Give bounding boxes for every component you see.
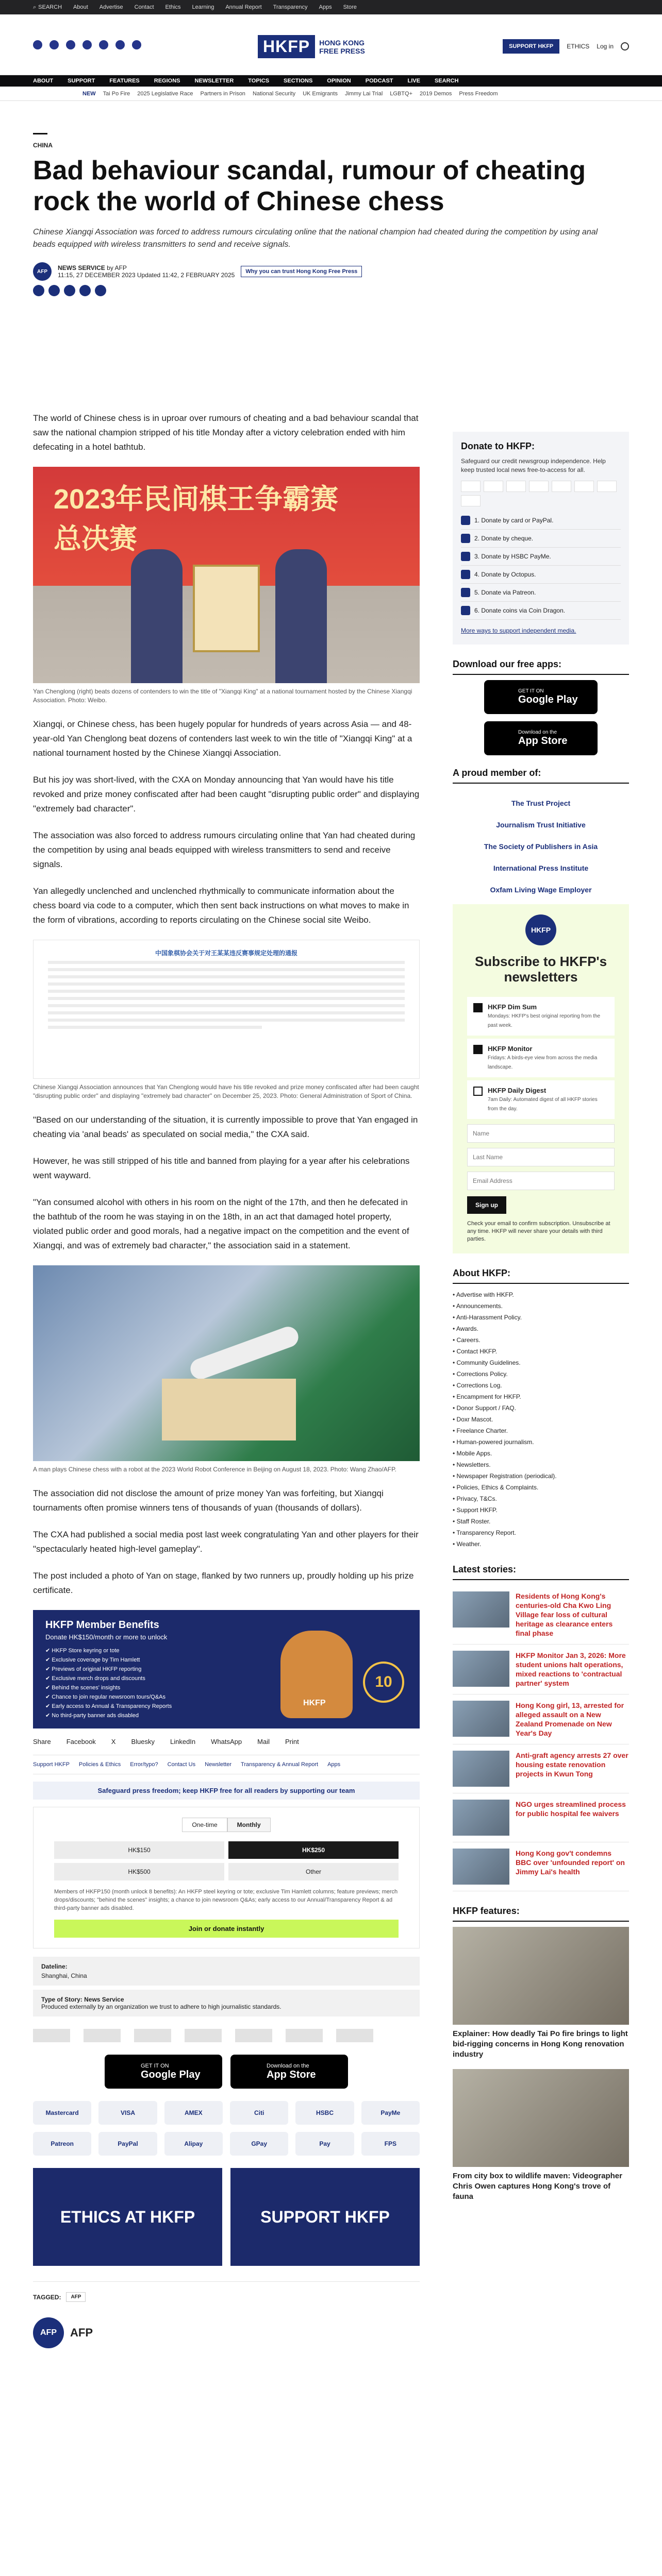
paragraph: "Based on our understanding of the situation, it is currently impossible to prove that Yan engaged in cheating via 'anal beads' as speculated on social media," the CXA said. — [33, 1115, 418, 1139]
author-box — [33, 2317, 420, 2348]
statement-document — [33, 940, 420, 1079]
paypal-icon[interactable]: PayPal — [98, 2132, 157, 2156]
paragraph: "Yan consumed alcohol with others in his room on the night of the 17th, and then he defecated in the bathtub of the room he was staying in on the 18th, in an act that damaged hotel property, violated public order and good morals, had a negative impact on the competition and the event of Xiangqi, and was of extremely bad character," the association said in a statement. — [33, 1197, 409, 1250]
deer-mascot: HKFP — [280, 1631, 353, 1718]
frequency-toggle — [54, 1818, 399, 1832]
site-header — [0, 14, 662, 75]
article-subtitle: Chinese Xiangqi Association was forced to address rumours circulating online that the national champion had cheated during the competition by using anal beads equipped with wireless transmitters to send and receive signals. — [33, 228, 598, 249]
text-line — [48, 1019, 405, 1022]
app-store-buttons — [33, 2055, 420, 2089]
member-benefits-banner[interactable] — [33, 1610, 420, 1728]
paragraph: The post included a photo of Yan on stage, flanked by two runners up, proudly holding up his prize certificate. — [33, 1571, 414, 1595]
about-list — [453, 1289, 629, 1550]
about-item[interactable]: • Transparency Report. — [453, 1529, 516, 1536]
newsletter-option[interactable]: HKFP Monitor Fridays: A birds-eye view from across the media landscape. — [467, 1039, 615, 1077]
share-icons — [33, 285, 629, 296]
benefit-item: ✔ HKFP Store keyring or tote — [45, 1648, 120, 1654]
section-label[interactable]: CHINA — [33, 142, 53, 149]
more-ways-link[interactable]: More ways to support independent media. — [461, 627, 576, 634]
sidebar-app-store[interactable]: Download on the App Store — [484, 721, 598, 755]
about-item[interactable]: • Contact HKFP. — [453, 1348, 498, 1355]
article-photo-winner — [33, 467, 420, 683]
topbar-store[interactable]: Store — [343, 4, 357, 10]
support-links — [33, 1755, 420, 1774]
story-thumbnail — [453, 1591, 509, 1628]
trending-lgbtq[interactable]: LGBTQ+ — [390, 90, 413, 97]
amount-option[interactable]: HK$150 — [54, 1841, 224, 1859]
donate-title: Donate to HKFP: — [461, 441, 535, 451]
topbar-apps[interactable]: Apps — [319, 4, 332, 10]
donate-widget — [33, 1807, 420, 1948]
support-hkfp-button[interactable]: SUPPORT HKFP — [503, 39, 559, 54]
checkbox[interactable] — [473, 1087, 483, 1096]
share-print[interactable]: Print — [285, 1738, 299, 1745]
share-linkedin[interactable]: LinkedIn — [170, 1738, 196, 1745]
story-type: Type of Story: News Service Produced externally by an organization we trust to adhere to high journalistic standards. — [33, 1990, 420, 2016]
latest-story[interactable]: Hong Kong gov't condemns BBC over 'unfounded report' on Jimmy Lai's health — [453, 1842, 629, 1891]
trust-project-logo[interactable]: The Trust Project — [511, 799, 571, 807]
feature-image — [453, 1927, 629, 2025]
tab-one-time[interactable]: One-time — [182, 1818, 227, 1832]
paragraph: However, he was still stripped of his title and banned from playing for a year after his celebrations went wayward. — [33, 1156, 410, 1180]
share-linkedin-icon[interactable] — [79, 285, 91, 296]
gpay-icon[interactable]: GPay — [230, 2132, 288, 2156]
visa-icon[interactable]: VISA — [98, 2101, 157, 2125]
mastercard-icon[interactable]: Mastercard — [33, 2101, 91, 2125]
support-banner[interactable]: SUPPORT HKFP — [230, 2168, 420, 2266]
benefit-item: ✔ Behind the scenes' insights — [45, 1685, 121, 1691]
name-field[interactable]: Name — [467, 1124, 615, 1143]
payment-icon — [461, 495, 481, 506]
topbar-ethics[interactable]: Ethics — [165, 4, 181, 10]
byline: AFP NEWS SERVICE by AFP 11:15, 27 DECEMBER 2023 Updated 11:42, 2 FEBRUARY 2025 Why you can trust Hong Kong Free Press — [33, 262, 629, 281]
nav-about[interactable]: ABOUT — [33, 78, 54, 84]
signup-button[interactable]: Sign up — [467, 1196, 506, 1214]
about-item[interactable]: • Newsletters. — [453, 1461, 491, 1468]
payment-icon — [484, 481, 503, 492]
document-title: 中国象棋协会关于对王某某违反赛事规定处理的通报 — [155, 950, 297, 957]
text-line — [48, 975, 405, 978]
amount-option[interactable]: HK$500 — [54, 1863, 224, 1880]
login-link[interactable]: Log in — [597, 43, 614, 50]
article-photo-robot — [33, 1265, 420, 1461]
main-nav — [0, 75, 662, 87]
newsletter-title: Subscribe to HKFP's newsletters — [474, 954, 607, 985]
oxfam-logo[interactable]: Oxfam Living Wage Employer — [490, 886, 592, 894]
fps-icon[interactable]: FPS — [361, 2132, 420, 2156]
promo-title: HKFP Member Benefits — [45, 1619, 159, 1631]
dateline: Dateline: Shanghai, China — [33, 1957, 420, 1986]
tags-row — [33, 2281, 420, 2302]
share-whatsapp-icon[interactable] — [64, 285, 75, 296]
benefit-item: ✔ Previews of original HKFP reporting — [45, 1666, 142, 1672]
article — [33, 133, 629, 2339]
share-facebook[interactable]: Facebook — [66, 1738, 96, 1745]
story-thumbnail — [453, 1651, 509, 1687]
topbar-learning[interactable]: Learning — [192, 4, 214, 10]
about-item[interactable]: • Community Guidelines. — [453, 1359, 521, 1366]
share-x-icon[interactable] — [48, 285, 60, 296]
text-line — [48, 990, 405, 993]
paragraph: Yan allegedly unclenched and unclenched rhythmically to communicate information about the chess board via code to a computer, which then sent back instructions on what moves to make in the form of vibrations, according to reports circulating on the Chinese social site Weibo. — [33, 886, 409, 925]
donate-option[interactable]: 3. Donate by HSBC PayMe. — [461, 548, 621, 566]
payment-icon — [529, 481, 549, 492]
payment-methods — [33, 2101, 420, 2156]
paragraph: Xiangqi, or Chinese chess, has been hugely popular for hundreds of years across Asia — and 48-year-old Yan Chenglong beat dozens of contenders last week to win the title of "Xiangqi King" at a national tournament hosted by the Chinese Xiangqi Association. — [33, 719, 412, 758]
about-item[interactable]: • Anti-Harassment Policy. — [453, 1314, 522, 1321]
payment-icon — [506, 481, 526, 492]
share-bluesky[interactable]: Bluesky — [131, 1738, 155, 1745]
threads-icon[interactable] — [115, 40, 125, 49]
latest-story[interactable]: NGO urges streamlined process for public hospital fee waivers — [453, 1793, 629, 1842]
about-item[interactable]: • Careers. — [453, 1336, 481, 1344]
partner-logo — [286, 2029, 323, 2042]
chess-board — [162, 1379, 296, 1440]
nav-podcast[interactable]: PODCAST — [365, 78, 393, 84]
citi-icon[interactable]: Citi — [230, 2101, 288, 2125]
nav-support[interactable]: SUPPORT — [68, 78, 95, 84]
trending-national-security[interactable]: National Security — [252, 90, 296, 97]
share-links — [33, 1728, 420, 1755]
promo-subtitle: Donate HK$150/month or more to unlock — [45, 1633, 168, 1641]
afp-logo: AFP — [33, 262, 52, 281]
photo-person — [131, 549, 183, 683]
nav-topics[interactable]: TOPICS — [248, 78, 270, 84]
paragraph: The association did not disclose the amount of prize money Yan was forfeiting, but Xiangqi tournaments often promise winners tens of thousands of yuan (thousands of dollars). — [33, 1488, 384, 1513]
nav-live[interactable]: LIVE — [407, 78, 420, 84]
payment-icon — [574, 481, 594, 492]
checkbox-checked[interactable] — [473, 1045, 483, 1054]
photo-caption: Yan Chenglong (right) beats dozens of contenders to win the title of "Xiangqi King" at a national tournament hosted by the Chinese Xiangqi Association. Photo: Weibo. — [33, 688, 412, 704]
feature-story[interactable]: From city box to wildlife maven: Videographer Chris Owen captures Hong Kong's trove of fauna — [453, 2069, 629, 2202]
amount-option-selected[interactable]: HK$250 — [228, 1841, 399, 1859]
partner-logo — [336, 2029, 373, 2042]
link-error[interactable]: Error/typo? — [130, 1761, 158, 1768]
share-facebook-icon[interactable] — [33, 285, 44, 296]
share-whatsapp[interactable]: WhatsApp — [211, 1738, 242, 1745]
ipi-logo[interactable]: International Press Institute — [493, 864, 589, 872]
utility-bar — [0, 0, 662, 14]
apple-pay-icon[interactable]: Pay — [295, 2132, 354, 2156]
bottom-banners — [33, 2168, 420, 2266]
share-mail[interactable]: Mail — [257, 1738, 270, 1745]
trending-partners-prison[interactable]: Partners in Prison — [200, 90, 245, 97]
youtube-icon[interactable] — [82, 40, 92, 49]
sidebar — [453, 432, 629, 2211]
amount-option-other[interactable]: Other — [228, 1863, 399, 1880]
section-bar — [33, 133, 47, 134]
link-newsletter[interactable]: Newsletter — [205, 1761, 232, 1768]
share-email-icon[interactable] — [95, 285, 106, 296]
hsbc-icon[interactable]: HSBC — [295, 2101, 354, 2125]
text-line — [48, 1026, 262, 1029]
search-icon[interactable] — [621, 42, 629, 50]
about-title: About HKFP: — [453, 1268, 629, 1284]
ethics-banner[interactable]: ETHICS AT HKFP — [33, 2168, 222, 2266]
benefit-item: ✔ Chance to join regular newsroom tours/Q&As — [45, 1694, 166, 1700]
payme-icon — [461, 552, 470, 561]
about-item[interactable]: • Human-powered journalism. — [453, 1438, 534, 1446]
story-thumbnail — [453, 1751, 509, 1787]
text-line — [48, 1011, 405, 1014]
nav-features[interactable]: FEATURES — [109, 78, 140, 84]
link-policies[interactable]: Policies & Ethics — [78, 1761, 121, 1768]
about-item[interactable]: • Policies, Ethics & Complaints. — [453, 1484, 539, 1491]
paragraph: The world of Chinese chess is in uproar over rumours of cheating and a bad behaviour scandal that saw the national champion stripped of his title Monday after a victory celebration ended with him defecating in a hotel bathtub. — [33, 413, 419, 452]
coin-icon — [461, 606, 470, 615]
about-item[interactable]: • Corrections Policy. — [453, 1370, 508, 1378]
about-item[interactable]: • Privacy, T&Cs. — [453, 1495, 497, 1502]
member-logos — [453, 789, 629, 904]
share-label: Share — [33, 1738, 51, 1745]
signup-note: Check your email to confirm subscription. Unsubscribe at any time. HKFP will never share your details with third parties. — [467, 1221, 610, 1242]
benefit-item: ✔ Early access to Annual & Transparency Reports — [45, 1703, 172, 1709]
latest-story[interactable]: HKFP Monitor Jan 3, 2026: More student unions halt operations, mixed reactions to 'contractual partner' system — [453, 1645, 629, 1694]
partner-logo — [84, 2029, 121, 2042]
trending-jimmy-lai[interactable]: Jimmy Lai Trial — [344, 90, 383, 97]
partner-logo — [185, 2029, 222, 2042]
story-thumbnail — [453, 1800, 509, 1836]
feature-image — [453, 2069, 629, 2167]
partner-logos — [33, 2029, 420, 2042]
byline-author[interactable]: by AFP — [107, 264, 127, 272]
trending-legco-race[interactable]: 2025 Legislative Race — [137, 90, 193, 97]
google-play-button[interactable]: GET IT ON Google Play — [105, 2055, 222, 2089]
tag-afp[interactable]: AFP — [66, 2292, 86, 2302]
article-title: Bad behaviour scandal, rumour of cheating rock the world of Chinese chess — [33, 156, 586, 216]
ethics-link[interactable]: ETHICS — [567, 43, 590, 50]
new-label: NEW — [82, 90, 96, 97]
about-item[interactable]: • Encampment for HKFP. — [453, 1393, 521, 1400]
logo-text: HONG KONG FREE PRESS — [319, 38, 365, 55]
about-item[interactable]: • Staff Roster. — [453, 1518, 491, 1525]
donate-option[interactable]: 2. Donate by cheque. — [461, 530, 621, 548]
trust-badge[interactable]: Why you can trust Hong Kong Free Press — [241, 266, 362, 277]
latest-story[interactable]: Anti-graft agency arrests 27 over housing estate renovation projects in Kwun Tong — [453, 1744, 629, 1793]
donate-option[interactable]: 4. Donate by Octopus. — [461, 566, 621, 584]
link-contact[interactable]: Contact Us — [167, 1761, 196, 1768]
newsletter-badge: HKFP — [525, 914, 556, 945]
byline-dates: 11:15, 27 DECEMBER 2023 Updated 11:42, 2 FEBRUARY 2025 — [58, 272, 235, 279]
donate-option[interactable]: 6. Donate coins via Coin Dragon. — [461, 602, 621, 620]
topbar-advertise[interactable]: Advertise — [99, 4, 123, 10]
search-icon: ⌕ — [33, 4, 37, 10]
partner-logo — [235, 2029, 272, 2042]
header-actions — [503, 39, 629, 54]
member-title: A proud member of: — [453, 768, 629, 784]
x-icon[interactable] — [66, 40, 75, 49]
jti-logo[interactable]: Journalism Trust Initiative — [496, 821, 586, 829]
safeguard-banner[interactable]: Safeguard press freedom; keep HKFP free for all readers by supporting our team — [33, 1782, 420, 1800]
trending-2019-demos[interactable]: 2019 Demos — [420, 90, 452, 97]
anniversary-badge: 10 — [363, 1662, 404, 1703]
link-apps[interactable]: Apps — [327, 1761, 341, 1768]
text-line — [48, 997, 405, 1000]
partner-logo — [33, 2029, 70, 2042]
about-item[interactable]: • Announcements. — [453, 1302, 503, 1310]
tagged-label: TAGGED: — [33, 2293, 61, 2301]
donate-sidebar-box — [453, 432, 629, 645]
about-item[interactable]: • Mobile Apps. — [453, 1450, 492, 1457]
about-item[interactable]: • Donor Support / FAQ. — [453, 1404, 516, 1412]
about-item[interactable]: • Support HKFP. — [453, 1506, 498, 1514]
benefits-list — [45, 1646, 407, 1720]
site-logo[interactable] — [258, 35, 365, 58]
latest-story[interactable]: Hong Kong girl, 13, arrested for alleged assault on a New Zealand Promenade on New Year's Day — [453, 1694, 629, 1744]
article-body — [33, 411, 420, 2348]
topbar-about[interactable]: About — [73, 4, 88, 10]
photo-caption: Chinese Xiangqi Association announces that Yan Chenglong would have his title revoked and prize money confiscated after had been caught "disrupting public order" and displaying "extremely bad character" on December 25, 2023. Photo: General Administration of Sport of China. — [33, 1083, 419, 1099]
trending-tai-po-fire[interactable]: Tai Po Fire — [103, 90, 130, 97]
benefit-item: ✔ No third-party banner ads disabled — [45, 1713, 139, 1719]
partner-logo — [134, 2029, 171, 2042]
topbar-search[interactable]: ⌕ SEARCH — [33, 4, 62, 10]
sidebar-google-play[interactable]: GET IT ON Google Play — [484, 680, 598, 714]
photo-banner: 2023年民间棋王争霸赛 总决赛 — [54, 484, 339, 554]
story-thumbnail — [453, 1849, 509, 1885]
link-support[interactable]: Support HKFP — [33, 1761, 70, 1768]
payment-icon — [597, 481, 617, 492]
topbar-annual-report[interactable]: Annual Report — [225, 4, 262, 10]
trending-press-freedom[interactable]: Press Freedom — [459, 90, 498, 97]
patreon-icon — [461, 588, 470, 597]
amex-icon[interactable]: AMEX — [164, 2101, 223, 2125]
last-name-field[interactable]: Last Name — [467, 1148, 615, 1166]
patreon-icon[interactable]: Patreon — [33, 2132, 91, 2156]
latest-title: Latest stories: — [453, 1564, 629, 1580]
apps-title: Download our free apps: — [453, 659, 629, 675]
checkbox-checked[interactable] — [473, 1003, 483, 1012]
card-icon — [461, 516, 470, 525]
newsletter-signup — [453, 904, 629, 1253]
nav-regions[interactable]: REGIONS — [154, 78, 180, 84]
about-item[interactable]: • Doxr Mascot. — [453, 1416, 493, 1423]
photo-certificate — [193, 565, 260, 652]
payment-icon — [461, 481, 481, 492]
about-item[interactable]: • Awards. — [453, 1325, 479, 1332]
donate-note: Members of HKFP150 (month unlock 8 benefits): An HKFP steel keyring or tote; exclusive Tim Hamlett columns; feature previews; merch drops/discounts; "behind the scenes" insights; a chance to join newsroom Q&As; early access to our Annual/Transparency Report & ad third-party banner ads disabled. — [54, 1889, 398, 1911]
donate-option[interactable]: 5. Donate via Patreon. — [461, 584, 621, 602]
features-title: HKFP features: — [453, 1906, 629, 1922]
paragraph: The association was also forced to address rumours circulating online that Yan had cheated during the competition by using anal beads equipped with wireless transmitters to send and receive signals. — [33, 831, 416, 869]
text-line — [48, 968, 405, 971]
payment-icon — [552, 481, 571, 492]
link-transparency[interactable]: Transparency & Annual Report — [241, 1761, 319, 1768]
donate-button[interactable]: Join or donate instantly — [54, 1920, 399, 1938]
linkedin-icon[interactable] — [132, 40, 141, 49]
sopa-logo[interactable]: The Society of Publishers in Asia — [484, 842, 598, 851]
sidebar-payment-icons — [461, 481, 621, 506]
nav-search[interactable]: SEARCH — [434, 78, 459, 84]
donate-option[interactable]: 1. Donate by card or PayPal. — [461, 512, 621, 530]
benefit-item: ✔ Exclusive coverage by Tim Hamlett — [45, 1657, 140, 1663]
author-name[interactable]: AFP — [70, 2326, 93, 2339]
octopus-icon — [461, 570, 470, 579]
paragraph: But his joy was short-lived, with the CXA on Monday announcing that Yan would have his title revoked and prize money confiscated after had been caught "disrupting public order" and displaying "extremely bad character". — [33, 775, 420, 814]
topbar-transparency[interactable]: Transparency — [273, 4, 308, 10]
text-line — [48, 961, 405, 964]
feature-story[interactable]: Explainer: How deadly Tai Po fire brings to light bid-rigging concerns in Hong Kong renovation industry — [453, 1927, 629, 2060]
alipay-icon[interactable]: Alipay — [164, 2132, 223, 2156]
newsletter-option[interactable]: HKFP Daily Digest 7am Daily: Automated digest of all HKFP stories from the day. — [467, 1080, 615, 1119]
donate-text: Safeguard our credit newsgroup independence. Help keep trusted local news free-to-access for all. — [461, 457, 606, 473]
about-item[interactable]: • Advertise with HKFP. — [453, 1291, 514, 1298]
trending-nav — [0, 87, 662, 101]
facebook-icon[interactable] — [33, 40, 42, 49]
telegram-icon[interactable] — [99, 40, 108, 49]
newsletter-option[interactable]: HKFP Dim Sum Mondays: HKFP's best original reporting from the past week. — [467, 997, 615, 1036]
nav-opinion[interactable]: OPINION — [327, 78, 351, 84]
about-item[interactable]: • Newspaper Registration (periodical). — [453, 1472, 557, 1480]
payme-icon[interactable]: PayMe — [361, 2101, 420, 2125]
about-item[interactable]: • Corrections Log. — [453, 1382, 502, 1389]
amount-options — [54, 1841, 399, 1880]
paragraph: The CXA had published a social media post last week congratulating Yan and other players for their "spectacularly heated high-level gameplay". — [33, 1530, 419, 1554]
robot-arm — [188, 1324, 301, 1382]
benefit-item: ✔ Exclusive merch drops and discounts — [45, 1675, 145, 1682]
app-store-button[interactable]: Download on the App Store — [230, 2055, 348, 2089]
photo-caption: A man plays Chinese chess with a robot at the 2023 World Robot Conference in Beijing on August 18, 2023. Photo: Wang Zhao/AFP. — [33, 1466, 396, 1473]
nav-sections[interactable]: SECTIONS — [284, 78, 313, 84]
about-item[interactable]: • Weather. — [453, 1540, 482, 1548]
trending-uk-emigrants[interactable]: UK Emigrants — [303, 90, 338, 97]
instagram-icon[interactable] — [49, 40, 59, 49]
email-field[interactable]: Email Address — [467, 1172, 615, 1190]
story-thumbnail — [453, 1701, 509, 1737]
latest-story[interactable]: Residents of Hong Kong's centuries-old Cha Kwo Ling Village fear loss of cultural heritage as clearance enters final phase — [453, 1585, 629, 1645]
share-x[interactable]: X — [111, 1738, 116, 1745]
about-item[interactable]: • Freelance Charter. — [453, 1427, 508, 1434]
tab-monthly[interactable]: Monthly — [227, 1818, 271, 1832]
nav-newsletter[interactable]: NEWSLETTER — [194, 78, 234, 84]
text-line — [48, 1004, 405, 1007]
photo-person — [275, 549, 327, 683]
text-line — [48, 982, 405, 986]
logo-box: HKFP — [258, 35, 315, 58]
cheque-icon — [461, 534, 470, 543]
social-links — [33, 40, 141, 49]
topbar-contact[interactable]: Contact — [134, 4, 154, 10]
author-avatar[interactable]: AFP — [33, 2317, 64, 2348]
